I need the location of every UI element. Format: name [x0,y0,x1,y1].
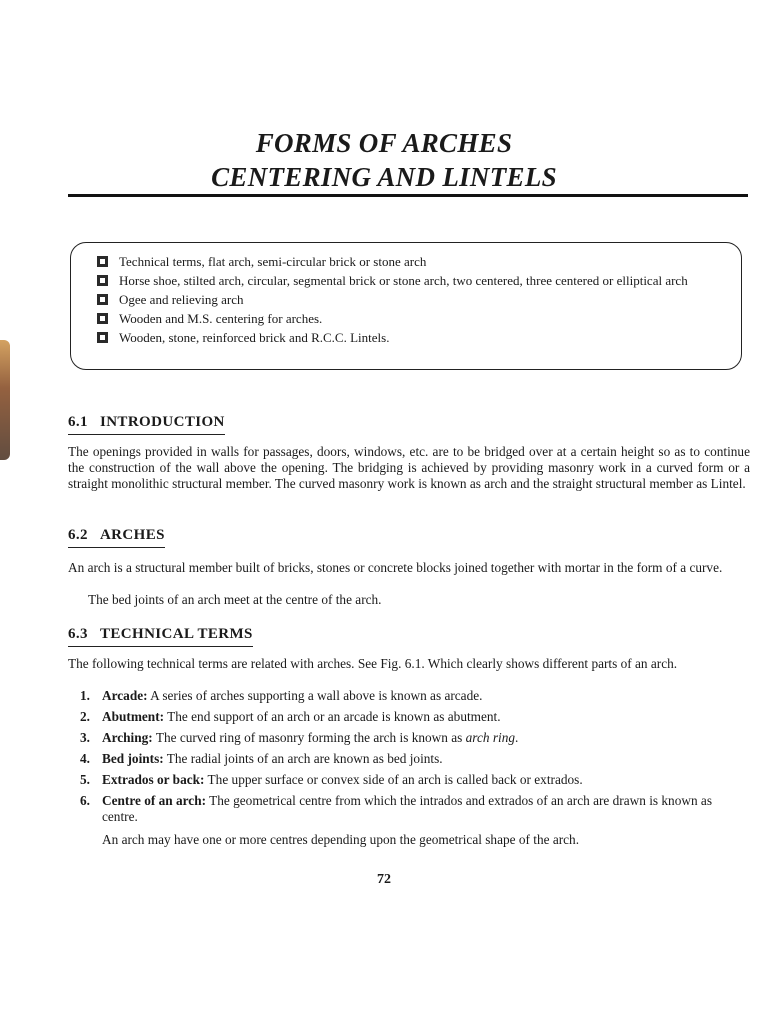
term-name: Abutment: [102,709,165,724]
technical-terms-list [80,688,748,830]
term-number: 4. [80,751,90,766]
scan-edge-artifact [0,340,10,460]
square-bullet-icon [97,275,108,286]
term-definition: The radial joints of an arch are known as bed joints. [166,751,443,766]
section-heading-introduction [68,414,225,435]
technical-terms-intro: The following technical terms are related with arches. See Fig. 6.1. Which clearly shows different parts of an arch. [68,656,678,671]
arches-paragraph: An arch is a structural member built of bricks, stones or concrete blocks joined together with mortar in the form of a curve. [68,560,723,575]
topic-text: Wooden and M.S. centering for arches. [119,311,323,326]
topic-item [97,291,735,308]
list-item [80,709,748,725]
term-definition: The upper surface or convex side of an arch is called back or extrados. [207,772,583,787]
introduction-paragraph: The openings provided in walls for passages, doors, windows, etc. are to be bridged over at a certain height so as to continue the construction of the wall above the opening. The bridging is achieved by providing masonry work in a curved form or a straight monolithic structural member. The curved masonry work is known as arch and the straight structural member as Lintel. [68,444,750,491]
square-bullet-icon [97,256,108,267]
topic-text: Technical terms, flat arch, semi-circular brick or stone arch [119,254,427,269]
term-definition: A series of arches supporting a wall above is known as arcade. [150,688,483,703]
chapter-title [0,126,768,194]
section-number: 6.2 [68,527,88,543]
centres-note: An arch may have one or more centres depending upon the geometrical shape of the arch. [102,832,580,847]
section-title: TECHNICAL TERMS [99,626,253,642]
section-number: 6.3 [68,626,88,642]
term-definition: The end support of an arch or an arcade is known as abutment. [167,709,501,724]
square-bullet-icon [97,313,108,324]
section-title: ARCHES [99,527,165,543]
term-number: 2. [80,709,90,724]
term-name: Arcade: [102,688,148,703]
square-bullet-icon [97,294,108,305]
term-number: 1. [80,688,90,703]
chapter-title-line-1: FORMS OF ARCHES [255,128,513,158]
topic-item [97,272,735,289]
term-number: 6. [80,793,90,808]
topic-item [97,253,735,270]
term-name: Bed joints: [102,751,164,766]
term-end-punctuation: . [515,730,519,745]
list-item [80,751,748,767]
section-number: 6.1 [68,414,88,430]
section-heading-arches [68,527,165,548]
list-item [80,730,748,746]
term-italic-phrase: arch ring [465,730,516,745]
topic-text: Wooden, stone, reinforced brick and R.C.C. Lintels. [119,330,390,345]
section-title: INTRODUCTION [99,414,225,430]
topic-text: Horse shoe, stilted arch, circular, segmental brick or stone arch, two centered, three centered or elliptical arch [119,273,688,288]
topic-text: Ogee and relieving arch [119,292,244,307]
term-definition: The curved ring of masonry forming the arch is known as [155,730,463,745]
list-item [80,772,748,788]
list-item [80,793,748,825]
term-name: Arching: [102,730,153,745]
list-item [80,688,748,704]
term-number: 5. [80,772,90,787]
term-name: Centre of an arch: [102,793,207,808]
page-number: 72 [377,872,391,887]
term-definition: The geometrical centre from which the intrados and extrados of an arch are drawn is known as centre. [102,793,712,824]
topic-item [97,329,735,346]
chapter-title-line-2: CENTERING AND LINTELS [211,162,557,192]
chapter-topics-box [70,242,742,370]
square-bullet-icon [97,332,108,343]
arches-paragraph-2: The bed joints of an arch meet at the centre of the arch. [88,592,382,607]
topic-item [97,310,735,327]
section-heading-technical-terms [68,626,253,647]
title-divider [68,194,748,197]
term-name: Extrados or back: [102,772,205,787]
term-number: 3. [80,730,90,745]
